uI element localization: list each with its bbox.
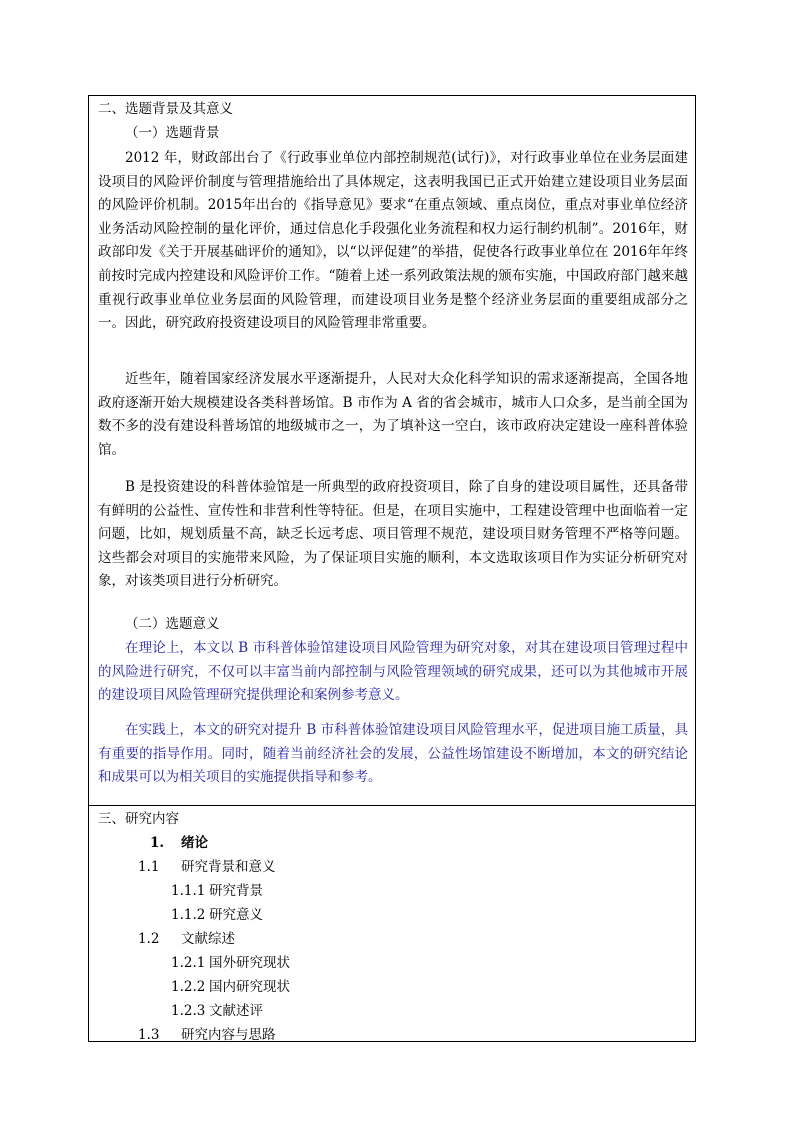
- paragraph-background-2: 近些年，随着国家经济发展水平逐渐提升，人民对大众化科学知识的需求逐渐提高，全国各地政府逐渐开始大规模建设各类科普场馆。B 市作为 A 省的省会城市，城市人口众多，是当前全国为数不多的没有建设科普场馆的地级城市之一，为了填补这一空白，该市政府决定建设一座科普体验馆。: [98, 371, 688, 458]
- toc-item-number: 1.2.1: [171, 955, 206, 971]
- toc-item-title: 研究内容与思路: [181, 1027, 276, 1043]
- toc-chapter-number: 1.: [150, 835, 165, 851]
- toc-item-title: 国外研究现状: [209, 955, 290, 971]
- toc-item-number: 1.2.3: [171, 1003, 206, 1019]
- toc-item: [138, 1026, 276, 1044]
- section-divider: [89, 805, 695, 806]
- section3-heading: 三、研究内容: [98, 811, 179, 827]
- subsection-background: （一）选题背景: [125, 125, 220, 141]
- toc-item: [171, 978, 290, 996]
- subsection-significance: （二）选题意义: [125, 616, 220, 632]
- toc-item-number: 1.1.2: [171, 907, 206, 923]
- document-table: [88, 95, 696, 1042]
- toc-item-title: 文献述评: [209, 1003, 263, 1019]
- toc-item: [171, 1002, 263, 1020]
- toc-item-title: 文献综述: [181, 931, 235, 947]
- paragraph-significance-theory: 在理论上，本文以 B 市科普体验馆建设项目风险管理为研究对象，对其在建设项目管理过程中的风险进行研究，不仅可以丰富当前内部控制与风险管理领域的研究成果，还可以为其他城市开展的建设项目风险管理研究提供理论和案例参考意义。: [98, 640, 688, 704]
- toc-item: [138, 930, 235, 948]
- toc-item-title: 研究背景和意义: [181, 859, 276, 875]
- toc-item-number: 1.2.2: [171, 979, 206, 995]
- toc-item-number: 1.3: [138, 1027, 160, 1043]
- toc-item-number: 1.2: [138, 931, 160, 947]
- toc-item: [171, 906, 263, 924]
- toc-item: [171, 954, 290, 972]
- toc-item-title: 研究背景: [209, 883, 263, 899]
- toc-item-title: 研究意义: [209, 907, 263, 923]
- paragraph-background-3: B 是投资建设的科普体验馆是一所典型的政府投资项目，除了自身的建设项目属性，还具备带有鲜明的公益性、宣传性和非营利性等特征。但是，在项目实施中，工程建设管理中也面临着一定问题，比如，规划质量不高，缺乏长远考虑、项目管理不规范，建设项目财务管理不严格等问题。这些都会对项目的实施带来风险，为了保证项目实施的顺利，本文选取该项目作为实证分析研究对象，对该类项目进行分析研究。: [98, 479, 688, 590]
- paragraph-significance-practice: 在实践上，本文的研究对提升 B 市科普体验馆建设项目风险管理水平，促进项目施工质量，具有重要的指导作用。同时，随着当前经济社会的发展，公益性场馆建设不断增加，本文的研究结论和成果可以为相关项目的实施提供指导和参考。: [98, 722, 688, 786]
- toc-item-number: 1.1: [138, 859, 160, 875]
- toc-item-title: 国内研究现状: [209, 979, 290, 995]
- section2-heading: 二、选题背景及其意义: [98, 101, 233, 117]
- toc-chapter-1: [150, 834, 208, 852]
- toc-chapter-title: 绪论: [181, 835, 208, 851]
- toc-item-number: 1.1.1: [171, 883, 206, 899]
- toc-item: [138, 858, 276, 876]
- paragraph-background-1: 2012 年，财政部出台了《行政事业单位内部控制规范(试行)》，对行政事业单位在业务层面建设项目的风险评价制度与管理措施给出了具体规定，这表明我国已正式开始建立建设项目业务层面的风险评价机制。2015年出台的《指导意见》要求“在重点领域、重点岗位，重点对事业单位经济业务活动风险控制的量化评价，通过信息化手段强化业务流程和权力运行制约机制”。2016年，财政部印发《关于开展基础评价的通知》，以“以评促建”的举措，促使各行政事业单位在 2016年年终前按时完成内控建设和风险评价工作。“随着上述一系列政策法规的颁布实施，中国政府部门越来越重视行政事业单位业务层面的风险管理，而建设项目业务是整个经济业务层面的重要组成部分之一。因此，研究政府投资建设项目的风险管理非常重要。: [98, 150, 688, 332]
- toc-item: [171, 882, 263, 900]
